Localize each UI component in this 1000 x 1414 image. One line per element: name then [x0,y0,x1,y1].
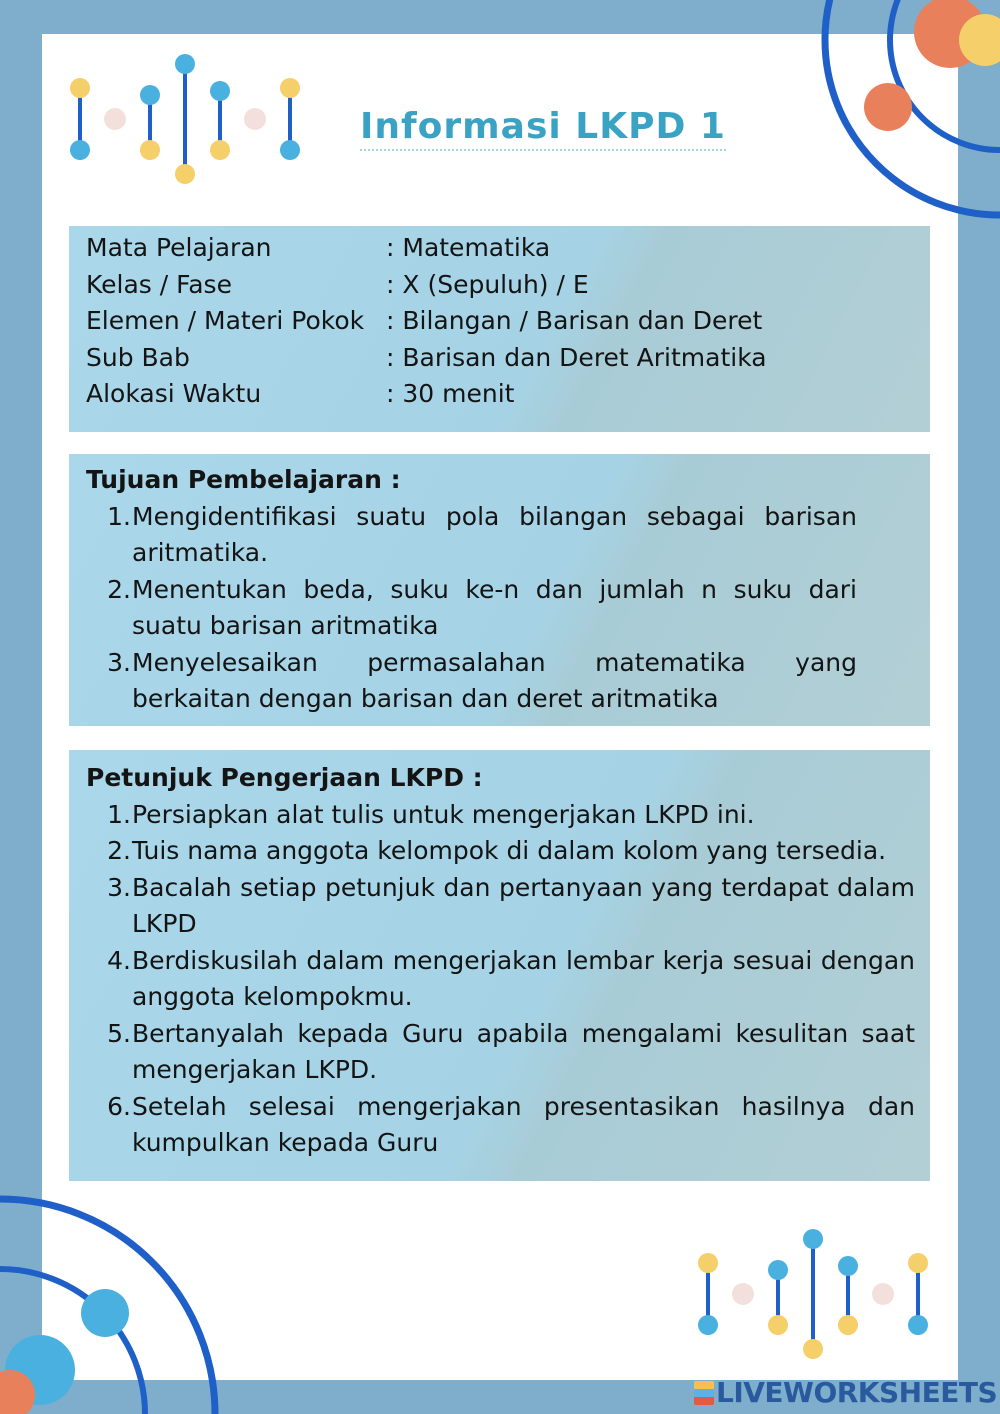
item-number: 1. [107,799,131,829]
list-item [86,1089,915,1162]
learning-goals-card [69,454,930,726]
info-label: Alokasi Waktu [86,379,262,408]
list-item [86,797,915,834]
list-item [86,870,915,943]
info-label: Kelas / Fase [86,269,232,299]
info-row [86,303,913,340]
instructions-list [86,797,915,1162]
item-text: Mengidentifikasi suatu pola bilangan sebagai barisan aritmatika. [132,501,857,567]
item-number: 4. [107,945,131,975]
info-value: : 30 menit [386,379,515,408]
info-label: Sub Bab [86,342,190,372]
molecule-decoration-top-left [70,54,300,184]
list-item [86,1016,915,1089]
instructions-heading: Petunjuk Pengerjaan LKPD : [86,763,483,792]
item-text: Menentukan beda, suku ke-n dan jumlah n suku dari suatu barisan aritmatika [132,574,857,640]
info-row [86,267,913,304]
item-text: Menyelesaikan permasalahan matematika yang berkaitan dengan barisan dan deret aritmatika [132,647,857,713]
list-item [86,572,857,645]
item-text: Tuis nama anggota kelompok di dalam kolom yang tersedia. [132,836,887,865]
item-text: Bertanyalah kepada Guru apabila mengalami kesulitan saat mengerjakan LKPD. [132,1018,915,1084]
list-item [86,943,915,1016]
info-label: Mata Pelajaran [86,233,272,262]
item-text: Setelah selesai mengerjakan presentasikan hasilnya dan kumpulkan kepada Guru [132,1091,915,1157]
info-label: Elemen / Materi Pokok [86,306,365,335]
info-row [86,340,913,377]
item-number: 3. [107,647,131,677]
info-value: : Bilangan / Barisan dan Deret [386,306,763,335]
info-value: : Matematika [386,233,551,262]
info-row [86,230,913,267]
item-number: 5. [107,1018,131,1048]
brand-name: LIVEWORKSHEETS [716,1376,998,1409]
info-row [86,376,913,413]
item-number: 1. [107,501,131,531]
liveworksheets-mark-icon [694,1381,714,1405]
item-number: 6. [107,1091,131,1121]
info-value: : Barisan dan Deret Aritmatika [386,342,767,372]
molecule-decoration-bottom-right [698,1229,928,1359]
instructions-card [69,750,930,1181]
subject-info-card [69,226,930,432]
page-title: Informasi LKPD 1 [360,106,726,151]
item-text: Persiapkan alat tulis untuk mengerjakan LKPD ini. [132,799,755,829]
item-number: 2. [107,574,131,604]
info-value: : X (Sepuluh) / E [386,269,589,299]
item-number: 3. [107,872,131,902]
worksheet-page [42,34,958,1380]
liveworksheets-logo[interactable] [694,1376,997,1409]
list-item [86,499,857,572]
list-item [86,833,915,870]
item-text: Bacalah setiap petunjuk dan pertanyaan yang terdapat dalam LKPD [132,872,915,938]
item-text: Berdiskusilah dalam mengerjakan lembar kerja sesuai dengan anggota kelompokmu. [132,945,915,1011]
item-number: 2. [107,836,131,865]
learning-goals-list [86,499,857,718]
list-item [86,645,857,718]
learning-goals-heading: Tujuan Pembelajaran : [86,465,401,494]
